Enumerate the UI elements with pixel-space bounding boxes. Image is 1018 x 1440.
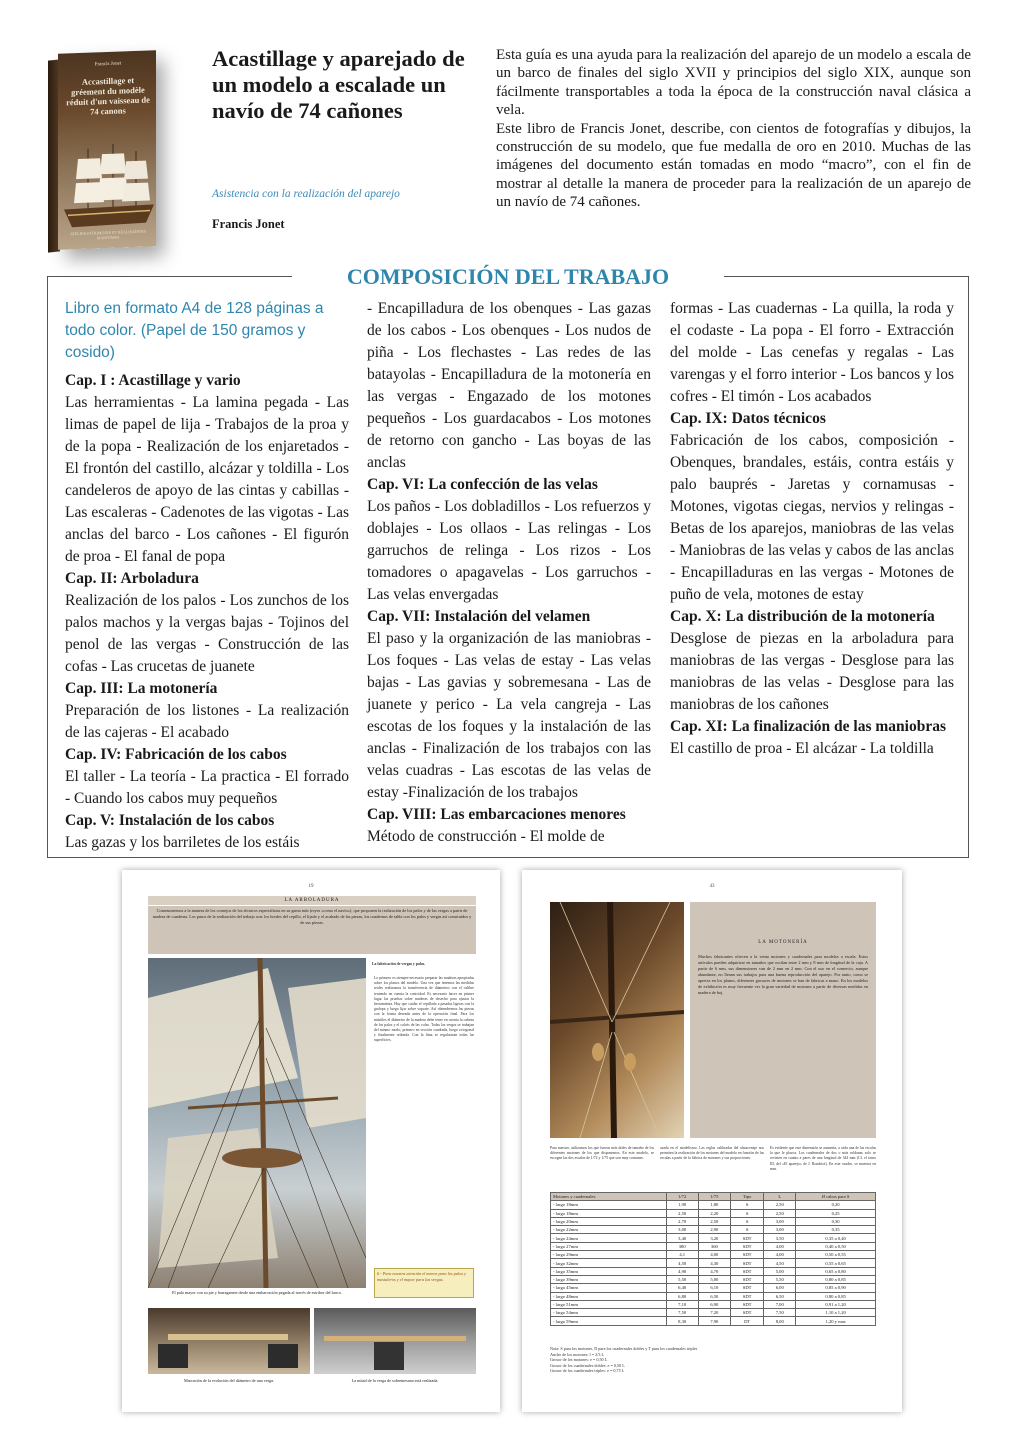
table-cell: 6,90 xyxy=(698,1300,730,1308)
chapter-block xyxy=(670,716,954,760)
table-row xyxy=(551,1292,876,1300)
table-cell: 2,50 xyxy=(764,1201,796,1209)
table-cell: 2,50 xyxy=(764,1209,796,1217)
chapter-heading: Cap. I : Acastillage y vario xyxy=(65,372,241,389)
sample-page-left xyxy=(122,870,500,1412)
table-cell: 2,70 xyxy=(666,1217,698,1225)
chapter-block xyxy=(367,804,651,848)
table-cell: 4,00 xyxy=(698,1251,730,1259)
chapter-block xyxy=(367,474,651,606)
text-box xyxy=(690,902,876,1138)
table-cell: 1,10 a 1,20 xyxy=(796,1309,876,1317)
legend-line: Grosor de los motones: e = 0,50 L xyxy=(550,1357,608,1363)
composition-column-2 xyxy=(367,298,651,848)
table-cell: 3,40 xyxy=(666,1234,698,1242)
table-cell: S xyxy=(730,1209,763,1217)
table-cell: 6,50 xyxy=(764,1292,796,1300)
yard-photo xyxy=(314,1308,476,1374)
book-title: Acastillage y aparejado de un modelo a escalade un navío de 74 cañones xyxy=(212,46,465,123)
table-cell: 4,30 xyxy=(698,1259,730,1267)
table-cell: 4,1 xyxy=(666,1251,698,1259)
table-cell: 6,50 xyxy=(698,1292,730,1300)
table-cell: 3,20 xyxy=(698,1234,730,1242)
table-row xyxy=(551,1317,876,1325)
cover-ship-illustration xyxy=(58,142,156,241)
table-cell: 7,50 xyxy=(666,1309,698,1317)
table-cell: 0,85 a 0,90 xyxy=(796,1284,876,1292)
chapter-block xyxy=(670,606,954,716)
table-cell: - largo 48mm xyxy=(551,1292,667,1300)
table-row xyxy=(551,1226,876,1234)
table-cell: S xyxy=(730,1201,763,1209)
table-cell: 7,00 xyxy=(764,1300,796,1308)
table-cell: 2,50 xyxy=(666,1209,698,1217)
chapter-block xyxy=(65,678,349,744)
chapter-block xyxy=(65,568,349,678)
table-cell: - largo 24mm xyxy=(551,1234,667,1242)
table-cell: SDT xyxy=(730,1242,763,1250)
table-cell: - largo 59mm xyxy=(551,1317,667,1325)
composition-column-1 xyxy=(65,298,349,854)
chapter-contents: El castillo de proa - El alcázar - La toldilla xyxy=(670,740,934,757)
page-body-text: Lo primero es siempre necesario preparar las maderas apropiadas sobre los planos del modelo. Una vez que tenemos las medidas reales realizamos la transferencia de diámetros con el calibre teniendo en cuenta la conicidad. Es necesario hacer en primer lugar las pruebas sobre maderas de desecho para ajustar la herramienta. Hay que cuidar el cepillado a pasadas ligeras con la garlopa y luego lijar sobre soporte. Así obtendremos las piezas con la forma deseada antes de la operación final. Para los mástiles el diámetro de la madera debe tener en cuenta la cabeza de los palos y el calcés de las cofas. Todas las vergas se trabajan del mismo modo, primero en sección cuadrada, luego octogonal y finalmente redonda. Con la lima se regularizan todas las superficies. xyxy=(374,976,474,1043)
book-cover-image xyxy=(58,50,156,249)
section-heading: LA MOTONERÍA xyxy=(758,940,808,945)
table-cell: 1,90 xyxy=(666,1201,698,1209)
chapter-heading: Cap. IX: Datos técnicos xyxy=(670,410,826,427)
table-cell: 7,10 xyxy=(666,1300,698,1308)
chapter-heading: Cap. VIII: Las embarcaciones menores xyxy=(367,806,626,823)
section-heading: LA ARBOLADURA xyxy=(148,896,476,905)
legend-line: Nota: S para los motones, D para los cuadernales dobles y T para los cuadernales triples xyxy=(550,1346,698,1351)
table-cell: 6,80 xyxy=(666,1292,698,1300)
table-cell: 6,40 xyxy=(666,1284,698,1292)
table-row xyxy=(551,1251,876,1259)
table-cell: - largo 35mm xyxy=(551,1267,667,1275)
table-cell: - largo 51mm xyxy=(551,1300,667,1308)
table-cell: - largo 20mm xyxy=(551,1217,667,1225)
table-row xyxy=(551,1284,876,1292)
table-row xyxy=(551,1209,876,1217)
table-cell: SDT xyxy=(730,1292,763,1300)
chapter-heading: Cap. VII: Instalación del velamen xyxy=(367,608,591,625)
table-legend xyxy=(550,1346,876,1374)
table-cell: 3,00 xyxy=(764,1226,796,1234)
table-cell: 2,50 xyxy=(698,1217,730,1225)
table-cell: 3,00 xyxy=(666,1226,698,1234)
table-cell: S xyxy=(730,1217,763,1225)
table-cell: - largo 39mm xyxy=(551,1275,667,1283)
table-cell: SDT xyxy=(730,1251,763,1259)
page-body-text: usada en el modelismo. Las reglas calibradas del almacenaje nos permiten la realización de los motones del modelo en función de las escalas a partir de la fábrica de motones y sus proporciones. xyxy=(660,1146,764,1161)
table-row xyxy=(551,1217,876,1225)
lathe-photo xyxy=(148,1308,310,1374)
page-number: 43 xyxy=(709,884,715,889)
table-cell: 1,20 y mas xyxy=(796,1317,876,1325)
cover-author: Francis Jonet xyxy=(94,61,122,68)
block-dimensions-table xyxy=(550,1192,876,1326)
table-cell: - largo 18mm xyxy=(551,1201,667,1209)
page-number: 19 xyxy=(308,884,314,889)
intro-paragraph: Este libro de Francis Jonet, describe, con cientos de fotografías y dibujos, la construcción de su modelo, que fue medalla de oro en 2010. Muchas de las imágenes del documento están tomadas en modo “macro”, con el fin de mostrar al detalle la manera de proceder para la realización de un aparejo de un navío de 74 cañones. xyxy=(496,120,971,211)
book-subtitle: Asistencia con la realización del aparejo xyxy=(212,188,400,200)
table-cell: 380 xyxy=(666,1242,698,1250)
table-cell: 0,20 xyxy=(796,1201,876,1209)
table-cell: 1,80 xyxy=(698,1201,730,1209)
photo-caption: La mitad de la verga de sobremesana está realizada. xyxy=(351,1378,439,1383)
table-cell: 6,10 xyxy=(698,1284,730,1292)
chapter-contents: formas - Las cuadernas - La quilla, la roda y el codaste - La popa - El forro - Extracción del molde - Las cenefas y regalas - Las varengas y el forro interior - Los bancos y los cofres - El timón - Los acabados xyxy=(670,300,954,405)
table-cell: 5,50 xyxy=(666,1275,698,1283)
chapter-block xyxy=(65,370,349,568)
intro-text xyxy=(496,46,971,212)
table-cell: SDT xyxy=(730,1275,763,1283)
table-cell: SDT xyxy=(730,1300,763,1308)
page-body-text: Para nuestro, utilizamos los que fueron más útiles de tamaño de los diferentes motones de los que disponemos. En este modelo, se escogen las dos escalas de 1/72 y 1/75 que son muy comunes. xyxy=(550,1146,654,1161)
intro-box: Comenzaremos a la manera de los consejos de los técnicos especialistas en su gama más (reyes «como el navío»), que proponen la realización de los palos y de las vergas a partir de madera de cuaderna. Los pasos de la realización del trabajo son: los bordes del cepillo, el lijado y el acabado de las piezas, los cuadernos de tabla con los palos y vergas así construidos y de sus piezas. xyxy=(148,906,476,954)
chapter-block xyxy=(670,408,954,606)
chapter-heading: Cap. VI: La confección de las velas xyxy=(367,476,598,493)
table-cell: 2,90 xyxy=(698,1226,730,1234)
table-cell: - largo 32mm xyxy=(551,1259,667,1267)
table-cell: 0,55 a 0,65 xyxy=(796,1259,876,1267)
legend-line: Ancho de los motones: l = 2/3 L xyxy=(550,1351,605,1357)
table-cell: SDT xyxy=(730,1234,763,1242)
table-row xyxy=(551,1309,876,1317)
table-cell: 3,00 xyxy=(764,1217,796,1225)
table-header-row xyxy=(551,1193,876,1201)
book-author: Francis Jonet xyxy=(212,217,285,231)
table-row xyxy=(551,1259,876,1267)
table-cell: - largo 18mm xyxy=(551,1209,667,1217)
table-row xyxy=(551,1242,876,1250)
table-cell: S xyxy=(730,1226,763,1234)
table-cell: 6,00 xyxy=(764,1284,796,1292)
composition-title: COMPOSICIÓN DEL TRABAJO xyxy=(292,262,724,292)
chapter-contents: Preparación de los listones - La realización de las cajeras - El acabado xyxy=(65,702,349,741)
photo-caption: El palo mayor con su pie y barraganete desde una embarcación pegada al través de estribor del barco. xyxy=(172,1290,342,1295)
table-cell: 5,00 xyxy=(764,1267,796,1275)
chapter-contents: Fabricación de los cabos, composición - Obenques, brandales, estáis, contra estáis y palo bauprés - Jaretas y cornamusas - Motones, vigotas ciegas, nervios y relingas - Betas de los aparejos, maniobras de las velas - Maniobras de las velas y cabos de las anclas - Encapilladuras en las vergas - Motones de puño de vela, motones de estay xyxy=(670,432,954,603)
table-cell: 4,50 xyxy=(666,1259,698,1267)
table-cell: - largo 27mm xyxy=(551,1242,667,1250)
intro-paragraph: Esta guía es una ayuda para la realización del aparejo de un modelo a escala de un barco de finales del siglo XVII y principios del siglo XIX, aunque son fácilmente transportables a toda la época de la construcción naval clásica a vela. xyxy=(496,47,971,119)
photo-caption: Marcación de la evolución del diámetro de una verga. xyxy=(183,1378,275,1383)
table-row xyxy=(551,1300,876,1308)
table-cell: 5,50 xyxy=(764,1275,796,1283)
table-row xyxy=(551,1275,876,1283)
cover-footer: ATELIER PATRIMOINE ET RÉALISATIONS MARITIMES xyxy=(69,228,147,241)
chapter-contents: Las herramientas - La lamina pegada - Las limas de papel de lija - Trabajos de la proa y de la popa - Realización de los enjaretados - El frontón del castillo, alcázar y toldilla - Los candeleros de apoyo de las cintas y cabillas - Las escaleras - Cadenotes de las vigotas - Las anclas del barco - Los cañones - El figurón de proa - El fanal de popa xyxy=(65,394,349,565)
table-header-cell: 1/75 xyxy=(698,1193,730,1201)
table-cell: SDT xyxy=(730,1284,763,1292)
table-cell: 0,65 a 0,80 xyxy=(796,1267,876,1275)
table-cell: - largo 22mm xyxy=(551,1226,667,1234)
subsection-heading: La fabricación de vergas y palos. xyxy=(372,962,426,966)
table-cell: 7,90 xyxy=(698,1317,730,1325)
table-cell: 4,70 xyxy=(698,1267,730,1275)
table-cell: - largo 45mm xyxy=(551,1284,667,1292)
table-cell: 8,00 xyxy=(764,1317,796,1325)
table-cell: 7,20 xyxy=(698,1309,730,1317)
table-cell: SDT xyxy=(730,1309,763,1317)
page-body-text: Muchos fabricantes ofrecen a la venta motones y cuadernales para modelos a escala. Estos artículos pueden adquirirse en tamaños que oscilan entre 2 mm y 8 mm de longitud de la caja. A partir de 6 mm, sus dimensiones van de 2 mm en 2 mm. Con el uso en el comercio, aunque abundante, no llenan sus trabajos para una buena reproducción del aparejo. Por tanto, como se aprecia en los planos, diferentes grosores de motones se han de fabricar a mano. En los modelos de exhibición es muy frecuente ver la gran variedad de motones a partir de diversas medidas en madera de boj. xyxy=(698,954,868,995)
chapter-block xyxy=(367,298,651,474)
table-row xyxy=(551,1267,876,1275)
chapter-contents: Las gazas y los barriletes de los estáis xyxy=(65,834,300,851)
note-box: 6 - Para nuestra atención el menor para los palos y mastaleros y el mayor para las vergas. xyxy=(374,1268,474,1298)
table-row xyxy=(551,1201,876,1209)
table-cell: - largo 29mm xyxy=(551,1251,667,1259)
table-cell: 5,00 xyxy=(698,1275,730,1283)
table-cell: DT xyxy=(730,1317,763,1325)
table-header-cell: Tipo xyxy=(730,1193,763,1201)
chapter-heading: Cap. V: Instalación de los cabos xyxy=(65,812,275,829)
table-cell: - largo 54mm xyxy=(551,1309,667,1317)
table-cell: 0,30 xyxy=(796,1217,876,1225)
chapter-block xyxy=(670,298,954,408)
chapter-contents: El paso y la organización de las maniobras - Los foques - Las velas de estay - Las velas bajas - Las gavias y sobremesana - Las de juanete y perico - La vela cangreja - Las escotas de los foques y la instalación de las anclas - Finalización de los trabajos con las velas cuadras - Las escotas de las velas de estay -Finalización de los trabajos xyxy=(367,630,651,801)
table-cell: 0,91 a 1,20 xyxy=(796,1300,876,1308)
table-header-cell: L xyxy=(764,1193,796,1201)
table-cell: 7,50 xyxy=(764,1309,796,1317)
chapter-contents: Desglose de piezas en la arboladura para maniobras de las vergas - Desglose para las maniobras de las velas - Desglose para las maniobras de los cañones xyxy=(670,630,954,713)
chapter-contents: El taller - La teoría - La practica - El forrado - Cuando los cabos muy pequeños xyxy=(65,768,349,807)
sample-page-right xyxy=(522,870,902,1412)
page-body-text: Es evidente que este dimensión se aumenta, a cada una de las escalas la que le plazca. Los cuadernales de dos o más roldanas solo se revisten en cuanto a pares de una longitud de 344 mm (Cf. el tomo III, del «El aparejo» de J. Boudriot). En este cuadro, se muestra en mm. xyxy=(770,1146,876,1171)
table-cell: 0,80 a 0,85 xyxy=(796,1275,876,1283)
composition-column-3 xyxy=(670,298,954,760)
table-header-cell: Ø cabos para S xyxy=(796,1193,876,1201)
table-cell: 0,80 a 0,85 xyxy=(796,1292,876,1300)
chapter-contents: Realización de los palos - Los zunchos de los palos machos y la vergas bajas - Tojinos del penol de las vergas - Construcción de las cofas - Las crucetas de juanete xyxy=(65,592,349,675)
table-cell: 4,90 xyxy=(666,1267,698,1275)
table-cell: 2,20 xyxy=(698,1209,730,1217)
legend-line: Grosor de los cuadernales triples: e = 0,75 L xyxy=(550,1368,625,1374)
table-cell: 3,50 xyxy=(764,1234,796,1242)
table-cell: 0,50 a 0,55 xyxy=(796,1251,876,1259)
chapter-heading: Cap. XI: La finalización de las maniobras xyxy=(670,718,947,735)
legend-line: Grosor de los cuadernales dobles: e = 0,50 L xyxy=(550,1362,625,1368)
book-format: Libro en formato A4 de 128 páginas a todo color. (Papel de 150 gramos y cosido) xyxy=(65,300,324,361)
table-cell: 0,35 a 0,40 xyxy=(796,1234,876,1242)
rigging-photo xyxy=(148,958,366,1288)
chapter-block xyxy=(65,744,349,810)
table-header-cell: Motones y cuadernales xyxy=(551,1193,667,1201)
chapter-heading: Cap. X: La distribución de la motonería xyxy=(670,608,935,625)
block-rigging-photo xyxy=(550,902,684,1138)
chapter-heading: Cap. IV: Fabricación de los cabos xyxy=(65,746,287,763)
table-row xyxy=(551,1234,876,1242)
table-cell: 4,50 xyxy=(764,1259,796,1267)
table-cell: 0,40 a 0,50 xyxy=(796,1242,876,1250)
cover-title: Accastillage et gréement du modèle réduit d'un vaisseau de 74 canons xyxy=(66,75,150,117)
table-cell: 0,35 xyxy=(796,1226,876,1234)
chapter-heading: Cap. II: Arboladura xyxy=(65,570,199,587)
chapter-contents: Los paños - Los dobladillos - Los refuerzos y doblajes - Los ollaos - Las relingas - Los garruchos de relinga - Los rizos - Los tomadores o apagavelas - Los garruchos - Las velas envergadas xyxy=(367,498,651,603)
table-cell: 0,25 xyxy=(796,1209,876,1217)
table-cell: 8,30 xyxy=(666,1317,698,1325)
table-cell: 4,00 xyxy=(764,1242,796,1250)
table-header-cell: 1/72 xyxy=(666,1193,698,1201)
table-cell: 360 xyxy=(698,1242,730,1250)
chapter-block xyxy=(367,606,651,804)
chapter-block xyxy=(65,810,349,854)
chapter-contents: - Encapilladura de los obenques - Las gazas de los cabos - Los obenques - Los nudos de piña - Los flechastes - Las redes de las batayolas - Encapilladura de la motonería en las vergas - Engazado de los motones pequeños - Los guardacabos - Los motones de retorno con gancho - Las boyas de las anclas xyxy=(367,300,651,471)
chapter-heading: Cap. III: La motonería xyxy=(65,680,218,697)
table-cell: SDT xyxy=(730,1259,763,1267)
chapter-contents: Método de construcción - El molde de xyxy=(367,828,605,845)
table-cell: 4,00 xyxy=(764,1251,796,1259)
table-cell: SDT xyxy=(730,1267,763,1275)
